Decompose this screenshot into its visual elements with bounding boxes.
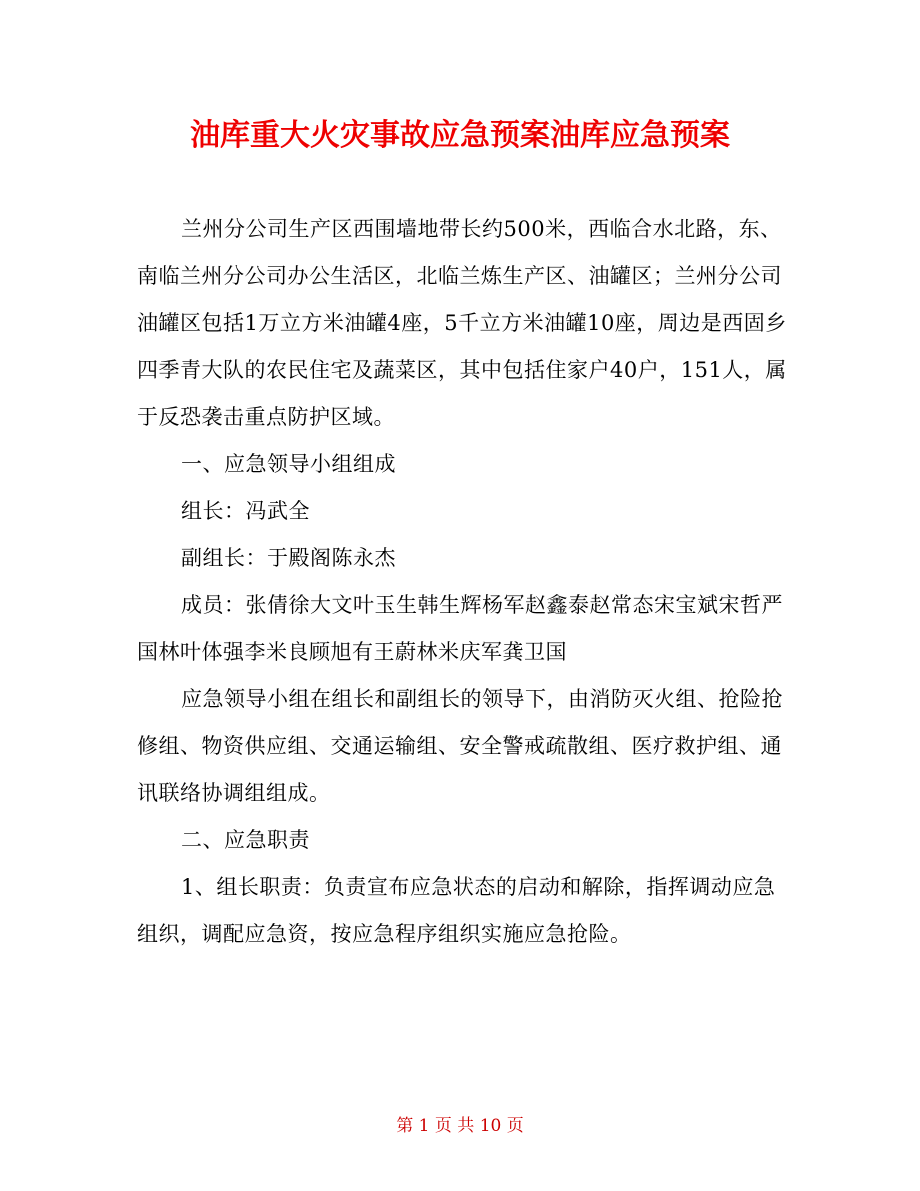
paragraph-leader-duties: 1、组长职责：负责宣布应急状态的启动和解除，指挥调动应急组织，调配应急资，按应急程序组织实施应急抢险。 — [137, 875, 776, 946]
document-body — [137, 206, 787, 958]
document-title: 油库重大火灾事故应急预案油库应急预案 — [190, 118, 730, 153]
paragraph-location: 兰州分公司生产区西围墙地带长约500米，西临合水北路，东、南临兰州分公司办公生活区，北临兰炼生产区、油罐区；兰州分公司油罐区包括1万立方米油罐4座，5千立方米油罐10座，周边是西固乡四季青大队的农民住宅及蔬菜区，其中包括住家户40户，151人，属于反恐袭击重点防护区域。 — [137, 217, 787, 429]
heading-responsibilities: 二、应急职责 — [181, 828, 310, 852]
page-number-footer: 第 1 页 共 10 页 — [396, 1116, 524, 1136]
paragraph-deputy-leader: 副组长：于殿阁陈永杰 — [181, 546, 396, 570]
paragraph-group-composition: 应急领导小组在组长和副组长的领导下，由消防灭火组、抢险抢修组、物资供应组、交通运输组、安全警戒疏散组、医疗救护组、通讯联络协调组组成。 — [137, 687, 783, 805]
heading-leadership-group: 一、应急领导小组组成 — [181, 452, 396, 476]
paragraph-leader: 组长：冯武全 — [181, 499, 310, 523]
paragraph-members: 成员：张倩徐大文叶玉生韩生辉杨军赵鑫泰赵常态宋宝斌宋哲严国林叶体强李米良顾旭有王蔚林米庆军龚卫国 — [137, 593, 783, 664]
